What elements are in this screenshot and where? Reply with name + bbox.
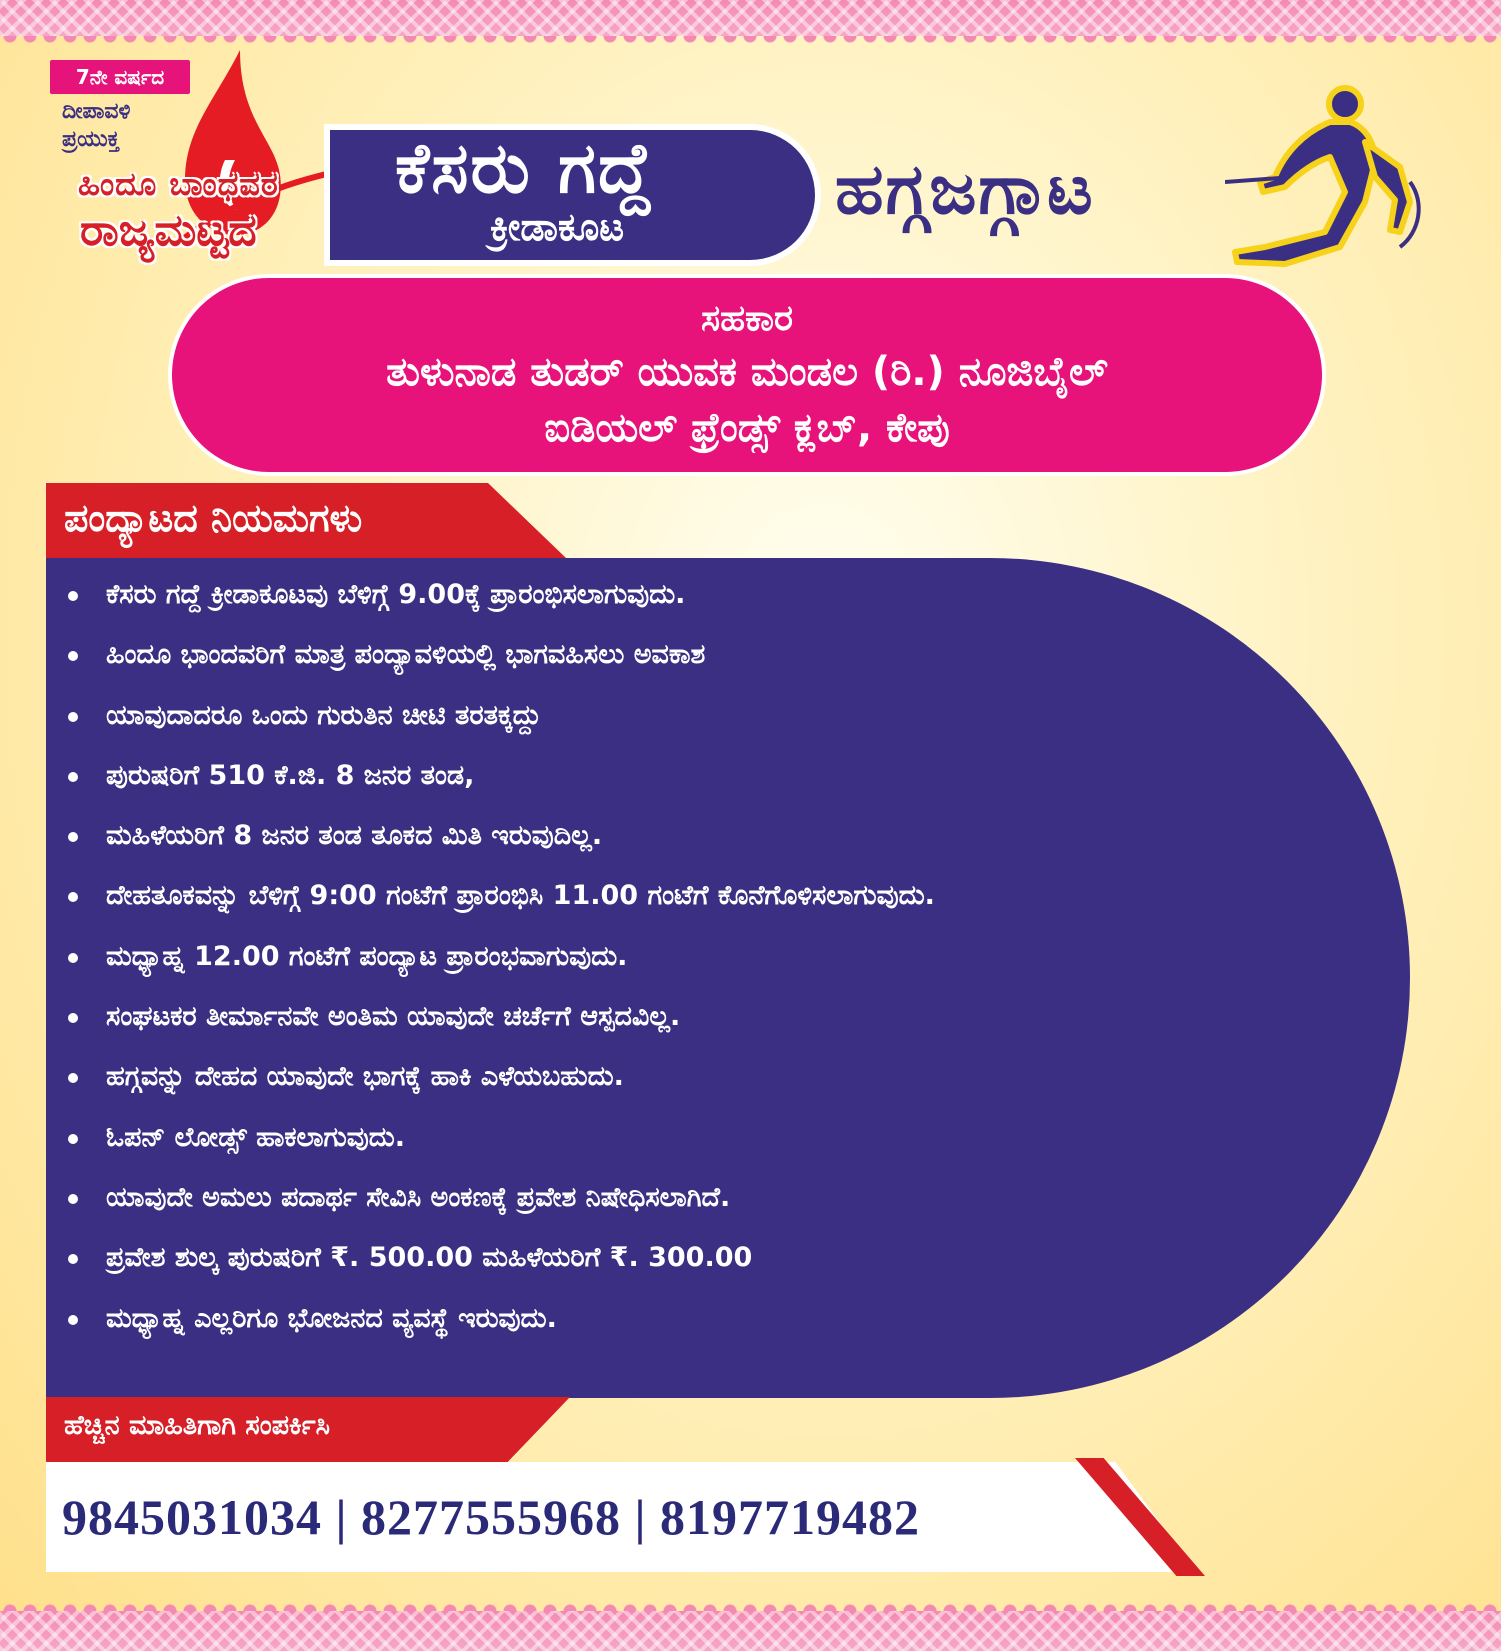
event-type: ಹಗ್ಗಜಗ್ಗಾಟ bbox=[835, 148, 1095, 230]
event-subtitle: ಕ್ರೀಡಾಕೂಟ bbox=[490, 205, 625, 249]
rule-item bbox=[66, 686, 1316, 746]
contact-label: ಹೆಚ್ಚಿನ ಮಾಹಿತಿಗಾಗಿ ಸಂಪರ್ಕಿಸಿ bbox=[64, 1410, 330, 1441]
sponsor-banner bbox=[172, 278, 1322, 472]
rule-item bbox=[66, 987, 1316, 1047]
bullet-icon bbox=[68, 1013, 78, 1023]
rule-item bbox=[66, 866, 1316, 926]
rule-item bbox=[66, 1289, 1316, 1349]
deepavali-line1: ದೀಪಾವಳಿ bbox=[62, 99, 131, 124]
rule-item bbox=[66, 746, 1316, 806]
rule-text: ಕೆಸರು ಗದ್ದೆ ಕ್ರೀಡಾಕೂಟವು ಬೆಳಿಗ್ಗೆ 9.00ಕ್ಕೆ ಪ್ರಾರಂಭಿಸಲಾಗುವುದು. bbox=[106, 579, 686, 610]
bullet-icon bbox=[68, 953, 78, 963]
bullet-icon bbox=[68, 591, 78, 601]
rule-text: ಪ್ರವೇಶ ಶುಲ್ಕ ಪುರುಷರಿಗೆ ₹. 500.00 ಮಹಿಳೆಯರಿಗೆ ₹. 300.00 bbox=[106, 1242, 753, 1274]
rule-text: ಹಗ್ಗವನ್ನು ದೇಹದ ಯಾವುದೇ ಭಾಗಕ್ಕೆ ಹಾಕಿ ಎಳೆಯಬಹುದು. bbox=[106, 1061, 624, 1093]
rules-list bbox=[66, 565, 1316, 1349]
rule-text: ಹಿಂದೂ ಭಾಂದವರಿಗೆ ಮಾತ್ರ ಪಂದ್ಯಾವಳಿಯಲ್ಲಿ ಭಾಗವಹಿಸಲು ಅವಕಾಶ bbox=[106, 639, 706, 671]
rule-text: ಪುರುಷರಿಗೆ 510 ಕೆ.ಜಿ. 8 ಜನರ ತಂಡ, bbox=[106, 759, 475, 791]
bullet-icon bbox=[68, 651, 78, 661]
deepavali-label bbox=[62, 98, 131, 154]
rule-item bbox=[66, 625, 1316, 685]
sponsor-line1: ತುಳುನಾಡ ತುಡರ್ ಯುವಕ ಮಂಡಲ (ರಿ.) ನೂಜಿಬೈಲ್ bbox=[386, 349, 1108, 395]
rule-item bbox=[66, 1108, 1316, 1168]
decorative-border-bottom bbox=[0, 1611, 1501, 1651]
rule-item bbox=[66, 927, 1316, 987]
bullet-icon bbox=[68, 1073, 78, 1083]
decorative-border-top bbox=[0, 0, 1501, 36]
tug-of-war-athlete-icon bbox=[1225, 82, 1435, 272]
bullet-icon bbox=[68, 712, 78, 722]
bullet-icon bbox=[68, 1315, 78, 1325]
rule-text: ಸಂಘಟಕರ ತೀರ್ಮಾನವೇ ಅಂತಿಮ ಯಾವುದೇ ಚರ್ಚೆಗೆ ಆಸ್ಪದವಿಲ್ಲ. bbox=[106, 1001, 681, 1033]
rule-text: ಮಹಿಳೆಯರಿಗೆ 8 ಜನರ ತಂಡ ತೂಕದ ಮಿತಿ ಇರುವುದಿಲ್ಲ. bbox=[106, 820, 603, 852]
rule-text: ಮಧ್ಯಾಹ್ನ 12.00 ಗಂಟೆಗೆ ಪಂದ್ಯಾಟ ಪ್ರಾರಂಭವಾಗುವುದು. bbox=[106, 940, 628, 972]
rule-item bbox=[66, 1228, 1316, 1288]
rule-item bbox=[66, 806, 1316, 866]
organizer-line2: ರಾಜ್ಯಮಟ್ಟದ bbox=[80, 205, 257, 256]
phone-numbers: 9845031034 | 8277555968 | 8197719482 bbox=[62, 1489, 921, 1545]
rule-text: ದೇಹತೂಕವನ್ನು ಬೆಳಿಗ್ಗೆ 9:00 ಗಂಟೆಗೆ ಪ್ರಾರಂಭಿಸಿ 11.00 ಗಂಟೆಗೆ ಕೊನೆಗೊಳಿಸಲಾಗುವುದು. bbox=[106, 880, 935, 912]
rule-text: ಯಾವುದೇ ಅಮಲು ಪದಾರ್ಥ ಸೇವಿಸಿ ಅಂಕಣಕ್ಕೆ ಪ್ರವೇಶ ನಿಷೇಧಿಸಲಾಗಿದೆ. bbox=[106, 1181, 731, 1213]
organizer-line1: ಹಿಂದೂ ಬಾಂಧವರ bbox=[78, 165, 279, 203]
bullet-icon bbox=[68, 1194, 78, 1204]
bullet-icon bbox=[68, 832, 78, 842]
rule-text: ಮಧ್ಯಾಹ್ನ ಎಲ್ಲರಿಗೂ ಭೋಜನದ ವ್ಯವಸ್ಥೆ ಇರುವುದು. bbox=[106, 1302, 557, 1334]
rule-text: ಯಾವುದಾದರೂ ಒಂದು ಗುರುತಿನ ಚೀಟಿ ತರತಕ್ಕದ್ದು bbox=[106, 699, 542, 731]
bullet-icon bbox=[68, 772, 78, 782]
bullet-icon bbox=[68, 1254, 78, 1264]
event-name: ಕೆಸರು ಗದ್ದೆ bbox=[395, 127, 655, 209]
sponsor-label: ಸಹಕಾರ bbox=[700, 298, 794, 339]
rules-heading: ಪಂದ್ಯಾಟದ ನಿಯಮಗಳು bbox=[64, 496, 363, 540]
sponsor-line2: ಐಡಿಯಲ್ ಫ್ರೆಂಡ್ಸ್ ಕ್ಲಬ್, ಕೇಪು bbox=[544, 405, 950, 451]
deepavali-line2: ಪ್ರಯುಕ್ತ bbox=[62, 127, 120, 152]
year-badge: 7ನೇ ವರ್ಷದ bbox=[50, 60, 190, 94]
rule-item bbox=[66, 1168, 1316, 1228]
bullet-icon bbox=[68, 892, 78, 902]
bullet-icon bbox=[68, 1134, 78, 1144]
rule-item bbox=[66, 565, 1316, 625]
rule-item bbox=[66, 1047, 1316, 1107]
rule-text: ಓಪನ್ ಲೋಡ್ಸ್ ಹಾಕಲಾಗುವುದು. bbox=[106, 1121, 406, 1153]
